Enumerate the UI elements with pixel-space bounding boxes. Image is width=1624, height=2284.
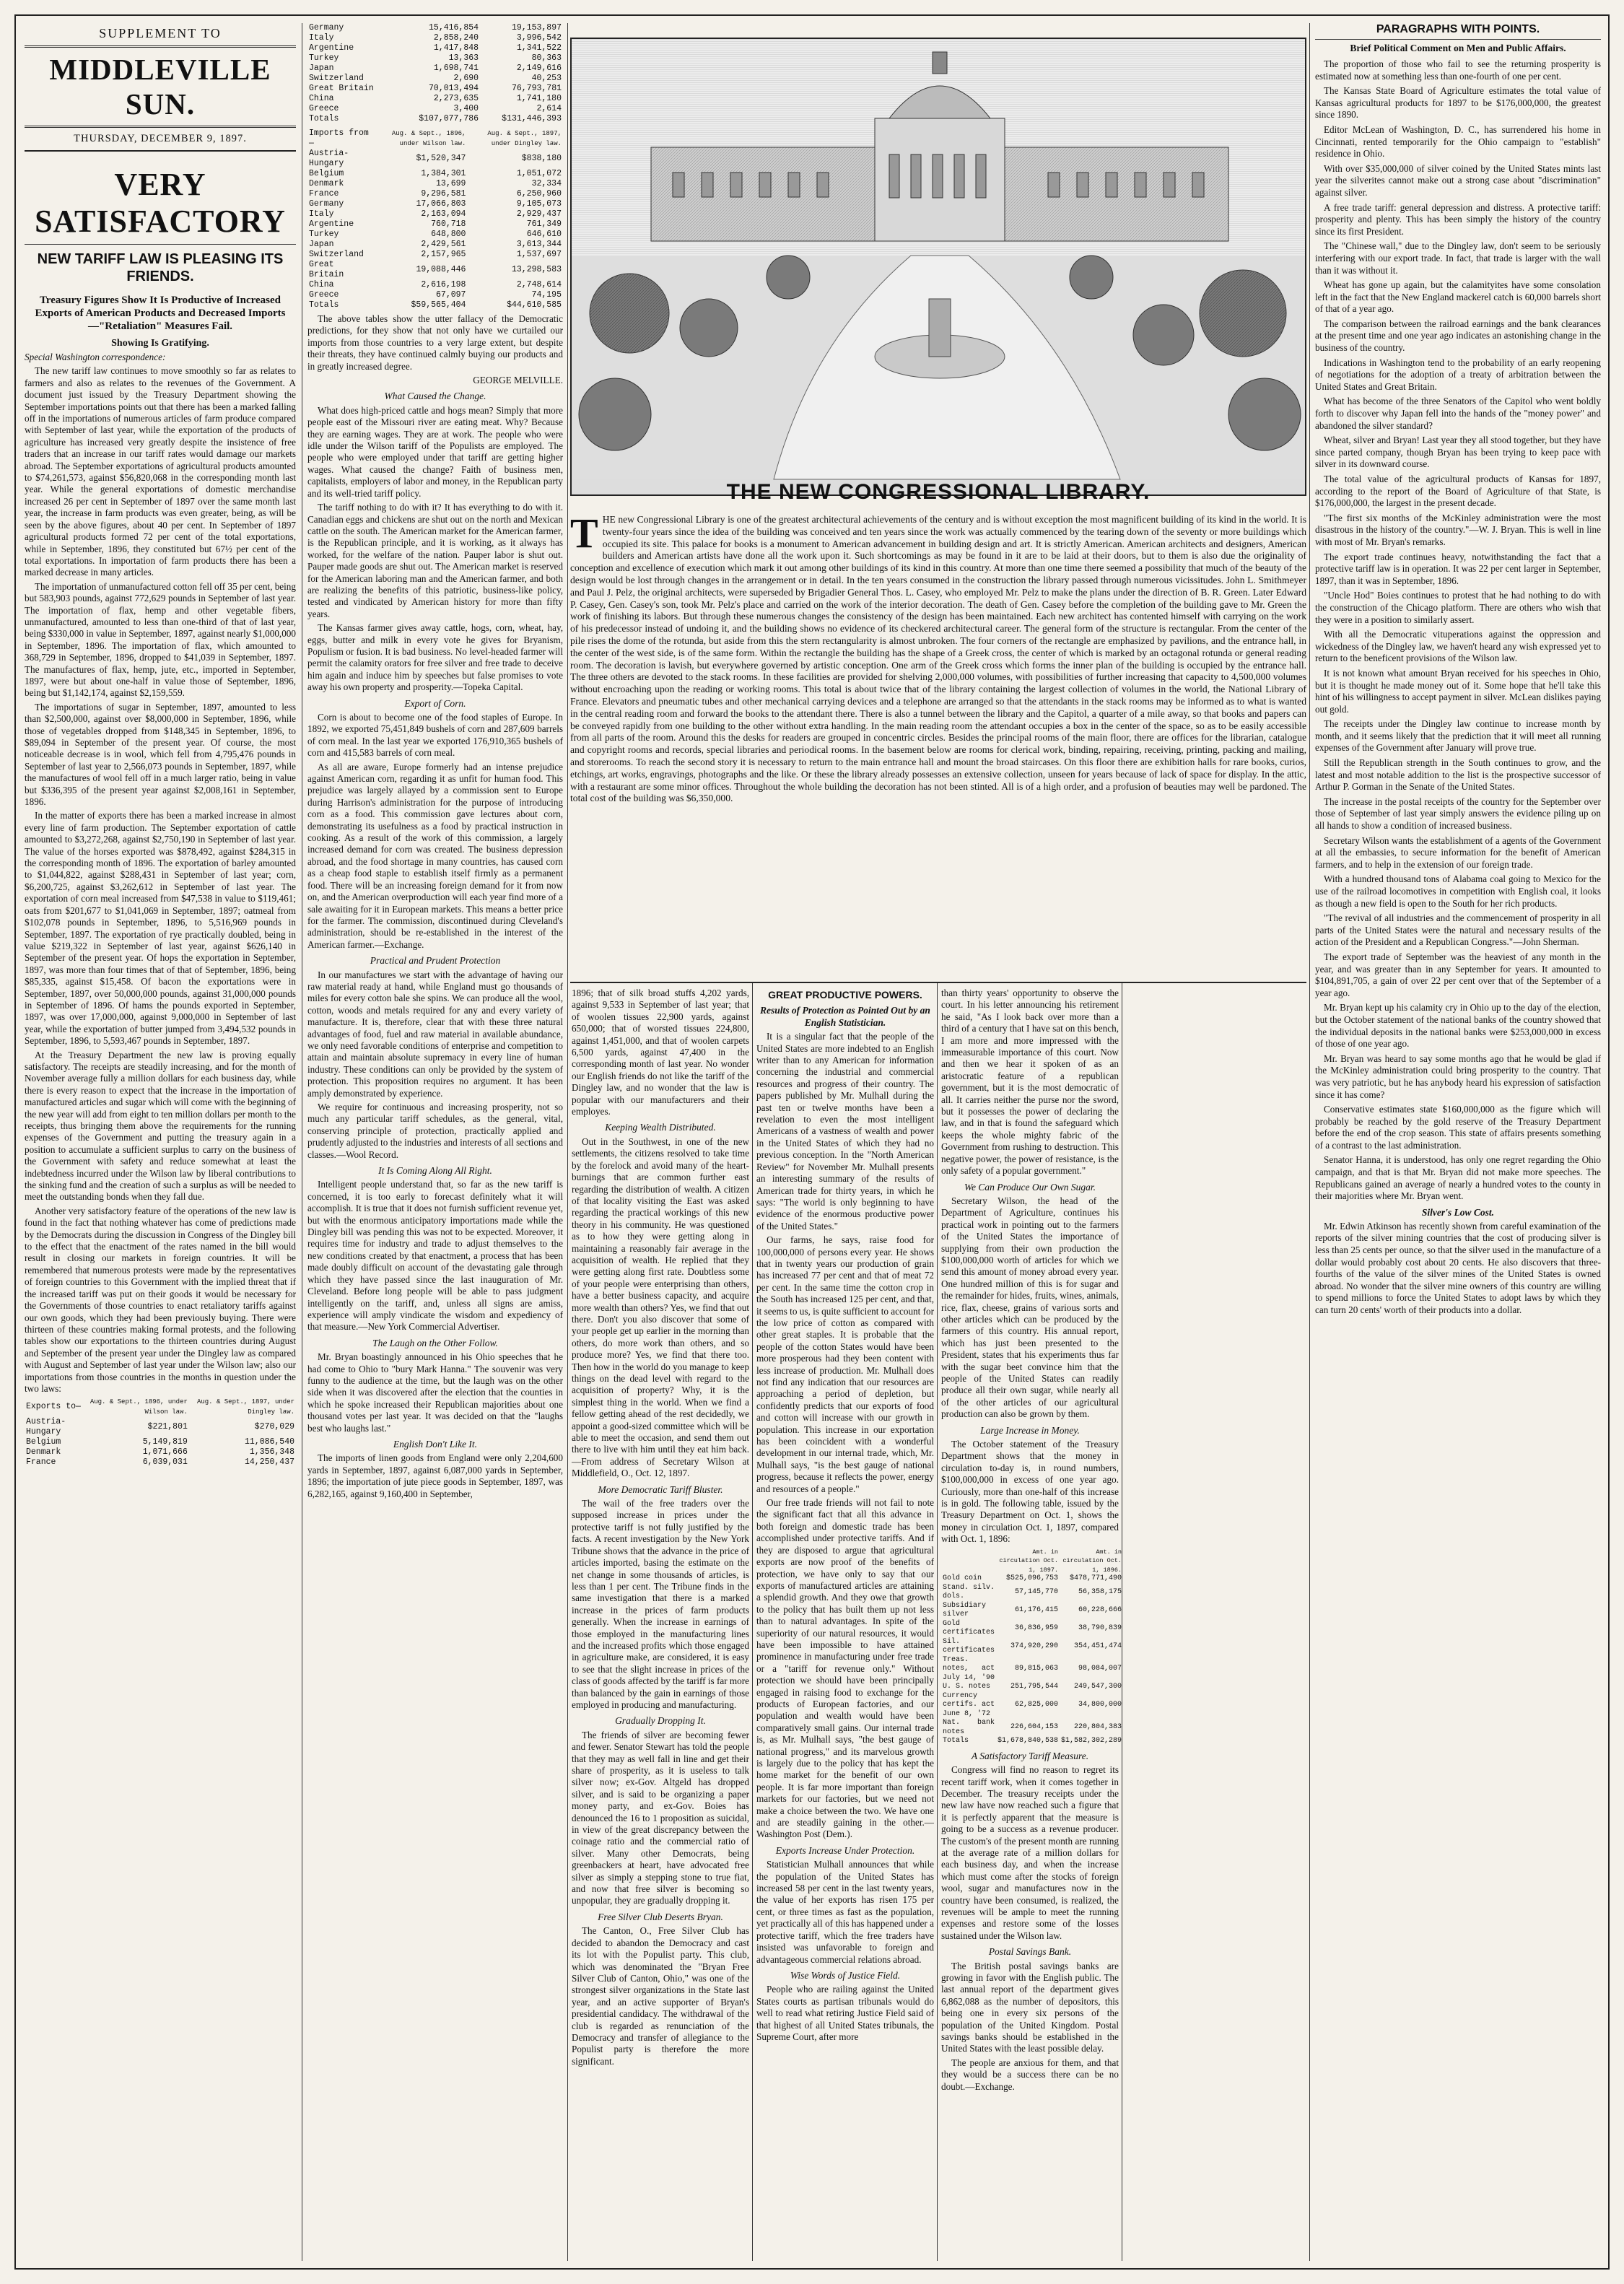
- section-heading: Exports Increase Under Protection.: [775, 1844, 915, 1856]
- table-cell: 2,273,635: [433, 94, 479, 103]
- table-cell: France: [26, 1457, 56, 1468]
- table-header: Aug. & Sept., 1896, under Wilson law.: [90, 1398, 188, 1416]
- section-heading: We Can Produce Our Own Sugar.: [964, 1181, 1096, 1193]
- table-cell: 11,086,540: [244, 1437, 294, 1447]
- table-cell: 13,363: [448, 53, 479, 63]
- table-cell: 354,451,474: [1074, 1642, 1122, 1650]
- table-cell: 2,614: [536, 104, 562, 113]
- table-row: [941, 1602, 1123, 1620]
- table-row: [307, 104, 563, 114]
- paragraph: The importations of sugar in September, 1897, amounted to less than $2,500,000, against over $8,000,000 in September, 1896, while those of vegetables dropped from $148,345 in September, 1896, to $89,094 in September of the present year. Of course, the most noticeable decrease is in wool, which fell from 4,795,476 pounds in September of last year to 2,566,073 pounds in September, 1897, while the manufactures of wool fell off in a much larger ratio, being in value but $336,395 of the present year against $2,008,161 in September, 1896.: [25, 701, 296, 808]
- table-cell: Sil. certificates: [943, 1637, 995, 1655]
- lead-subdeck: Treasury Figures Show It Is Productive of Increased Exports of American Products and Decreased Imports —"Retaliation" Measures Fail.: [35, 295, 286, 332]
- points-list: [1315, 58, 1601, 1203]
- point-item: Mr. Bryan kept up his calamity cry in Ohio up to the day of the election, but the October statement of the national banks of the country showed that the individual deposits in the national banks were $253,000,000 in excess of those of one year ago.: [1315, 1002, 1601, 1050]
- table-cell: $1,678,840,538: [997, 1737, 1059, 1745]
- table-cell: 6,250,960: [516, 189, 562, 199]
- table-cell: 80,363: [531, 53, 562, 63]
- point-item: The export trade continues heavy, notwithstanding the fact that a protective tariff law is in operation. It was 22 per cent larger in September, 1897, than it was in September, 1896.: [1315, 551, 1601, 586]
- table-cell: $525,096,753: [1006, 1574, 1059, 1583]
- table-cell: 9,105,073: [516, 199, 562, 209]
- point-item: The Kansas State Board of Agriculture estimates the total value of Kansas agricultural products for 1897 to be $176,000,000, the greatest since 1890.: [1315, 85, 1601, 121]
- library-text: HE new Congressional Library is one of the greatest architectural achievements of the century and is without exception the most magnificent building of its kind in the world. It is twenty-four years since the idea of the building was conceived and ten years since the work was actually commenced by the tearing down of the seventy or more buildings which occupied its site. This palace for books is a monument to American advancement in building design and art. It is strictly American. American architects and designers, American builders and American artists have done all the work upon it. Such shortcomings as may be found in it are to be laid at their doors, but to them is also due the originality of conception and excellence of execution which mark it out among other buildings of its kind in this country. At more than one time there seemed a possibility that much of the beauty of the design would be lost through changes in the arrangement or in detail. In the ten years consumed in the construction the library passed through numerous vicissitudes. John L. Smithmeyer and Paul J. Pelz, the original architects, were superseded by Brigadier General Thos. L. Casey, who employed Mr. Pelz to make the plans under the direction of B. R. Green. Later Edward P. Casey, Gen. Casey's son, took Mr. Pelz's place and carried on the work of the interior decoration. The death of Gen. Casey before the completion of the building gave to Mr. Green the work of finishing its labors. But through these numerous changes the consistency of the design has been maintained. Each new architect has contented himself with carrying on the work of his predecessor instead of undoing it, and the building shows no evidence of its checkered architectural career. The general form of the structure is rectangular. From the center of the pile rises the dome of the rotunda, but aside from this the stern rectangularity is almost unbroken. The four corners of the rectangle are emphasized by pavilions, and the entrance hall, in the center of the west side, is of the same form. Within the rectangle the building has the shape of a Greek cross, the center of which is marked by an octagonal rotunda or general reading room. The decoration is lavish, but everywhere governed by artistic conception. One arm of the Greek cross which forms the inner plan of the building is occupied by the entrance hall. The three others are devoted to the stack rooms. In these facilities are provided for shelving 2,000,000 volumes, with possibilities of further increasing that capacity to 4,500,000 volumes without encroaching upon the reading or working rooms. This total is about twice that of the library containing the largest collection of volumes in the world, the National Library of France. Elevators and pneumatic tubes and other mechanical carrying devices and a telephone are arranged so that the attendants in the stack rooms may be informed as to what is wanted in the central reading room and forward the books to the attendant there. There is also a tunnel between the library and the Capitol, a quarter of a mile away, so that books and papers can be conveyed rapidly from one building to the other without extra handling. In the main reading room the attendant occupies a box in the center of the space, so as to be easily accessible from all parts of the room. Around this the desks for readers are grouped in concentric circles. Besides the principal rooms of the main floor, there are offices for the librarian, catalogue and copyright rooms and records, special libraries and periodical rooms. In the basement below are rooms for clerical work, binding, repairing, receiving, printing, packing and mailing, and storerooms. To reach the second story it is necessary to return to the main entrance hall and mount the broad staircases. On this floor there are exhibition halls for rare books, curios, etchings, art works, engravings, photographs and the like. Or these the library already possesses an extensive collection, unseen for years because of lack of space for display. In the attic, with a restaurant are some minor offices. Throughout the whole building the decoration has not been stinted. All is of a high order, and a profusion of beauties may well be pardoned. The total cost of the building was $6,350,000.: [570, 514, 1306, 804]
- table-cell: 226,604,153: [1010, 1723, 1059, 1732]
- table-cell: $838,180: [521, 154, 562, 163]
- section-heading: What Caused the Change.: [384, 391, 486, 402]
- section-heading: Export of Corn.: [404, 697, 466, 709]
- point-item: Still the Republican strength in the South continues to grow, and the latest and most notable addition to the list is the prospective successor of Arthur P. Gorman in the Senate of the United States.: [1315, 757, 1601, 793]
- table-cell: 646,610: [526, 230, 562, 239]
- point-item: The "Chinese wall," due to the Dingley law, don't seem to be seriously interfering with our export trade. In fact, that trade is larger with the wall than it was without it.: [1315, 240, 1601, 276]
- table-cell: 3,996,542: [516, 33, 562, 43]
- column-rule: [567, 23, 568, 2261]
- table-cell: Denmark: [309, 179, 344, 188]
- column-rule: [752, 983, 753, 2261]
- point-item: "The revival of all industries and the commencement of prosperity in all parts of the United States were the natural and necessary results of the action of the President and a Republican Congress."—John Sherman.: [1315, 912, 1601, 948]
- table-header: Aug. & Sept., 1896, under Wilson law.: [391, 130, 466, 147]
- lead-headline: VERY SATISFACTORY: [25, 166, 296, 245]
- table-cell: 2,690: [453, 74, 479, 83]
- paragraph: The Canton, O., Free Silver Club has decided to abandon the Democracy and cast its lot with the Populist party. This club, which was denominated the "Bryan Free Silver Club of Canton, Ohio," was one of the strongest silver organizations in the State last year, and an active supporter of Bryan's presidential candidacy. The withdrawal of the club is regarded as renunciation of the Democracy and transfer of allegiance to the Populist party is therefore the more significant.: [572, 1925, 749, 2067]
- library-engraving: [570, 38, 1306, 496]
- table-cell: $131,446,393: [502, 114, 562, 123]
- masthead-title: MIDDLEVILLE SUN.: [25, 45, 296, 128]
- table-row: [307, 53, 563, 64]
- table-cell: Germany: [309, 23, 344, 32]
- table-row: [941, 1719, 1123, 1737]
- table-cell: Turkey: [309, 230, 339, 239]
- paragraph: Our free trade friends will not fail to note the significant fact that all this advance in both foreign and domestic trade has been accomplished under protective tariffs. And if they are disposed to argue that agricultural exports are now proof of the benefits of protection, we have only to say that our exports of manufactured articles are attaining a splendid growth. And they owe that growth to the policy that has built them up not less than to natural advantages. In spite of the superiority of our natural resources, it would have been impossible to have attained prominence in manufacturing under free trade or a "tariff for revenue only." Without protection we should have been principally engaged in raising food to exchange for the products of European factories, and our population and wealth would have been comparatively small gains. Our internal trade is, as Mr. Mulhall says, "the best gauge of national progress," and its marvelous growth is largely due to the policy that has kept the home market for the benefit of our own people. It is far more important than foreign markets for our factories, but we need not make a choice between the two. We have one and are steadily gaining in the other.—Washington Post (Dem.).: [756, 1497, 934, 1840]
- table-row: [941, 1638, 1123, 1656]
- table-cell: Belgium: [26, 1437, 61, 1447]
- table-cell: 76,793,781: [511, 84, 562, 93]
- point-item: Secretary Wilson wants the establishment of a agents of the Government at all the embassies, to secure information for the benefit of American farmers, and to help in the extension of our foreign trade.: [1315, 834, 1601, 870]
- table-cell: 67,097: [436, 290, 466, 300]
- table-header: Amt. in circulation Oct. 1, 1896.: [1062, 1548, 1122, 1574]
- table-cell: France: [309, 189, 339, 199]
- table-cell: 57,145,770: [1015, 1587, 1059, 1596]
- table-cell: 13,298,583: [511, 265, 562, 274]
- paragraph: The British postal savings banks are growing in favor with the English public. The last annual report of the department gives 6,862,088 as the number of depositors, this being one in every six persons of the population of the United Kingdom. Postal savings banks should be established in the United States with the least possible delay.: [941, 1960, 1119, 2054]
- masthead-date: THURSDAY, DECEMBER 9, 1897.: [25, 131, 296, 152]
- table-cell: 13,699: [436, 179, 466, 188]
- paragraph: The Kansas farmer gives away cattle, hogs, corn, wheat, hay, eggs, butter and milk in every vote he gives for Bryanism, Populism or fusion. It is bad business. No level-headed farmer will permit the calamity orators for free silver and free trade to deceive him again and induce him by speeches but false promises to vote away his own property and prosperity.—Topeka Capital.: [307, 622, 563, 693]
- point-item: "Uncle Hod" Boies continues to protest that he had nothing to do with the construction of the Chicago platform. There are others who wish that they were in a position to similarly assert.: [1315, 590, 1601, 625]
- table-cell: 648,800: [431, 230, 466, 239]
- table-cell: 38,790,839: [1078, 1623, 1122, 1632]
- table-header: Aug. & Sept., 1897, under Dingley law.: [487, 130, 562, 147]
- table-cell: Japan: [309, 240, 334, 249]
- dateline: Special Washington correspondence:: [25, 352, 166, 362]
- paragraph: Corn is about to become one of the food staples of Europe. In 1892, we exported 75,451,849 bushels of corn and 287,609 barrels of corn meal. In the last year we exported 176,910,365 bushels of corn and 415,583 barrels of corn meal.: [307, 712, 563, 759]
- money-table: [941, 1548, 1123, 1746]
- table-cell: 5,149,819: [142, 1437, 188, 1447]
- table-cell: 1,341,522: [516, 43, 562, 53]
- table-cell: 74,195: [531, 290, 562, 300]
- table-row: [25, 1417, 296, 1437]
- table-cell: 36,836,959: [1015, 1623, 1059, 1632]
- point-item: The total value of the agricultural products of Kansas for 1897, according to the report of the Board of Agriculture of that State, is $176,000,000, the largest in the present decade.: [1315, 474, 1601, 509]
- table-cell: 2,748,614: [516, 280, 562, 289]
- table-cell: Austria-Hungary: [26, 1417, 66, 1437]
- table-row: [307, 23, 563, 33]
- lead-deck: NEW TARIFF LAW IS PLEASING ITS FRIENDS.: [37, 251, 284, 284]
- paragraph: 1896; that of silk broad stuffs 4,202 yards, against 9,533 in September of last year; that of woolen tissues 22,900 yards, against 650,000; that of worsted tissues 224,800, against 1,451,000, and that of woolen carpets 6,500 yards, against 47,400 in the corresponding month of last year. No wonder our English friends do not like the tariff of the Dingley law, and no wonder that the law is popular with our manufacturers and their employes.: [572, 988, 749, 1117]
- point-item: The receipts under the Dingley law continue to increase month by month, and it seems likely that the prediction that it will meet all running expenses of the Government after January will prove true.: [1315, 718, 1601, 754]
- paragraph: than thirty years' opportunity to observe the court. In his letter announcing his retirement he said, "As I look back over more than a third of a century that I have sat on this bench, I am more and more impressed with the immeasurable importance of this court. Now and then we hear it spoken of as an aristocratic feature of a republican government, but it is the most democratic of all. It carries neither the purse nor the sword, but it possesses the power of declaring the law, and in that is found the safeguard which keeps the whole mighty fabric of the Government from rushing to destruction. This negative power, the power of resistance, is the only safety of a popular government.": [941, 988, 1119, 1177]
- table-cell: 374,920,290: [1010, 1642, 1059, 1650]
- table-cell: Italy: [309, 33, 334, 43]
- table-row: [307, 94, 563, 104]
- paragraph: The wail of the free traders over the supposed increase in prices under the protective tariff is not fully justified by the facts. A recent investigation by the New York Tribune shows that the advance in the price of articles imported, basing the estimate on the net change in some thousands of articles, is less than 1 per cent. The Tribune finds in the same investigation that there is a marked increase in the prices of farm products generally. When the increase in earnings of those employed in the manufacturing lines and the increased profits which those engaged in agriculture make, are considered, it is easy to see that the slight increase in prices of the class of goods affected by the tariff is far more than balanced by the gain in earnings of those employed in producing and manufacturing.: [572, 1498, 749, 1710]
- section-heading: More Democratic Tariff Bluster.: [598, 1483, 723, 1495]
- table-row: [307, 43, 563, 53]
- paragraph: The October statement of the Treasury Department shows that the money in circulation to-day is, in round numbers, $100,000,000 in excess of one year ago. Curiously, more than one-half of this increase is in gold. The following table, issued by the Treasury Department on Oct. 1, shows the money in circulation Oct. 1, 1897, compared with Oct. 1, 1896:: [941, 1439, 1119, 1545]
- table-row: [307, 240, 563, 250]
- table-cell: 1,356,348: [249, 1447, 294, 1457]
- table-cell: Turkey: [309, 53, 339, 63]
- table-cell: Belgium: [309, 169, 344, 178]
- point-item: With all the Democratic vituperations against the oppression and wickedness of the Dingley law, we haven't heard any wish expressed yet to return to the beneficent provisions of the Wilson law.: [1315, 629, 1601, 664]
- table-cell: 19,153,897: [511, 23, 562, 32]
- table-row: [941, 1737, 1123, 1746]
- table-cell: Austria-Hungary: [309, 149, 349, 168]
- table-cell: 17,066,803: [416, 199, 466, 209]
- point-item: Wheat has gone up again, but the calamityites have some consolation left in the fact that the New England mackerel catch is 60,000 barrels short of that of a year ago.: [1315, 279, 1601, 315]
- table-cell: 9,296,581: [421, 189, 466, 199]
- table-row: [307, 280, 563, 290]
- points-heading: PARAGRAPHS WITH POINTS.: [1315, 23, 1601, 40]
- table-cell: 2,429,561: [421, 240, 466, 249]
- paragraph: What does high-priced cattle and hogs mean? Simply that more people east of the Missouri river are eating meat. Why? Because they are earning wages. They are at work. The people who were idle under the Wilson tariff of the Populists are employed. The people who were employed under that tariff are getting higher wages. What caused the change? Faith of business men, capitalists, employers of labor and money, in the Republican party and its well-tried tariff policy.: [307, 404, 563, 499]
- point-item: "The first six months of the McKinley administration were the most disastrous in the history of the country."—W. J. Bryan. This is well in line with most of Mr. Bryan's remarks.: [1315, 512, 1601, 547]
- table-header: [941, 1548, 996, 1575]
- table-cell: Totals: [943, 1737, 969, 1745]
- table-row: [941, 1584, 1123, 1602]
- column-rule: [937, 983, 938, 2261]
- section-heading: Free Silver Club Deserts Bryan.: [598, 1911, 723, 1922]
- table-cell: 1,384,301: [421, 169, 466, 178]
- column-1: [25, 23, 296, 2261]
- library-building-illustration: [572, 39, 1305, 479]
- lead-subhead: Showing Is Gratifying.: [111, 338, 209, 349]
- point-item: With over $35,000,000 of silver coined by the United States mints last year the silverites cannot make out a strong case about "discrimination" against silver.: [1315, 162, 1601, 198]
- table-cell: Greece: [309, 104, 339, 113]
- paragraph: The importation of unmanufactured cotton fell off 35 per cent, being but 583,903 pounds, against 772,629 pounds in September of last year. The importation of flax, hemp and other vegetable fibers, unmanufactured, amounted to less than one-third of that of last year, being $330,000 in value in September, 1897, against nearly $1,000,000 in September, 1896. The importation of flax, which amounted to 368,729 in September, 1896, dropped to $41,039 in September, 1897. The manufactures of flax, hemp, jute, etc., imported in September, 1897, were but about one-half in value those of September, 1896, being but $1,142,174, against $2,159,559.: [25, 580, 296, 699]
- paragraph: Our farms, he says, raise food for 100,000,000 of persons every year. He shows that in twenty years our production of grain has increased 77 per cent and that of meat 72 per cent. In the same time the cotton crop in the South has increased 125 per cent, and that, it seems to us, is quite sufficient to account for the low price of cotton as compared with other great staples. It is probable that the people of the cotton States would have been more prosperous had they been content with less increase of production. Mr. Mulhall does not find any indication that our resources are approaching a period of depletion, but confidently predicts that our exports of food and cotton will increase with our growth in population. This increase in our exportation has been coincident with a wonderful development in our internal trade, which, Mr. Mulhall says, "is the best gauge of national progress, because it reflects the power, energy and resources of a people.": [756, 1234, 934, 1494]
- table-cell: Totals: [309, 300, 339, 310]
- table-cell: Treas. notes, act July 14, '90: [943, 1655, 995, 1682]
- table-cell: 2,929,437: [516, 209, 562, 219]
- table-row: [307, 300, 563, 310]
- table-row: [941, 1656, 1123, 1683]
- table-row: [307, 33, 563, 43]
- table-cell: 1,051,072: [516, 169, 562, 178]
- exports-table: [25, 1397, 296, 1468]
- point-item: With a hundred thousand tons of Alabama coal going to Mexico for the use of the railroad locomotives in competition with English coal, it looks as though a new field is open to the South for her rich products.: [1315, 873, 1601, 909]
- table-header: Imports from—: [309, 128, 369, 148]
- table-cell: 761,349: [526, 219, 562, 229]
- point-item: What has become of the three Senators of the Capitol who went boldly forth to discover why Japan fell into the hands of the "money power" and abandoned the silver standard?: [1315, 396, 1601, 431]
- table-cell: 1,417,848: [433, 43, 479, 53]
- section-heading: Silver's Low Cost.: [1421, 1206, 1495, 1218]
- paragraph: Another very satisfactory feature of the operations of the new law is found in the fact that nothing whatever has come of predictions made by the Democrats during the discussion in Congress of the Dingley bill to the effect that the enactment of the rates named in the bill would result in closing our markets in foreign countries. It will be remembered that numerous protests were made by the representatives of foreign countries to this Government with the implied threat that if the increased tariff was put on their goods it would be necessary for the Governments of those countries to enact retaliatory tariffs against our own goods, which they had been previously buying. There were thirteen of these countries making formal protests, and the following tables show our exportations to the thirteen countries during August and September of the present year under the Dingley law as compared with August and September of last year under the Wilson law; also our importations from those countries in the months in question under the two laws:: [25, 1205, 296, 1394]
- table-row: [307, 260, 563, 280]
- section-subheading: Results of Protection as Pointed Out by an English Statistician.: [760, 1005, 930, 1028]
- table-row: [25, 1457, 296, 1468]
- point-item: The proportion of those who fail to see the returning prosperity is estimated now at something less than one-fourth of one per cent.: [1315, 58, 1601, 82]
- paragraph: As all are aware, Europe formerly had an intense prejudice against American corn, regarding it as unfit for human food. This prejudice was largely allayed by a commission sent to Europe during Harrison's administration for the purpose of introducing corn as a food. This commission gave lectures about corn, demonstrating its usefulness as a food by practical instruction in cooking. As a result of the work of this commission, a largely increased demand for corn was created. The business depression abroad, and the food shortage in many countries, has caused corn as a cheap food staple to establish itself firmly as a permanent food. There will be an increasing foreign demand for it from now on, and the American overproduction will each year find more of a sale awaiting for it in European markets. This means a better price for the farmer. The commission, discontinued during Cleveland's administration, should be re-established in the interest of the American farmer.—Exchange.: [307, 761, 563, 950]
- table-cell: $59,565,404: [411, 300, 466, 310]
- table-row: [25, 1437, 296, 1447]
- table-cell: 2,858,240: [433, 33, 479, 43]
- paragraph: The friends of silver are becoming fewer and fewer. Senator Stewart has told the people that they may as well fall in line and get their share of prosperity, as it is useless to talk silver now; ex-Gov. Altgeld has dropped silver, and is said to be organizing a paper money party, and ex-Gov. Boies has denounced the 16 to 1 proposition as suicidal, in view of the great discrepancy between the coinage ratio and the commercial ratio of silver. Many other Democrats, being greenbackers at heart, have advocated free silver as simply a stepping stone to true fiat, and now that free silver is becoming so unpopular, they are gradually dropping it.: [572, 1729, 749, 1906]
- table-cell: Gold coin: [943, 1574, 982, 1583]
- table-cell: Great Britain: [309, 84, 374, 93]
- table-cell: Nat. bank notes: [943, 1719, 995, 1736]
- point-item: Senator Hanna, it is understood, has only one regret regarding the Ohio campaign, and that is that Mr. Bryan did not make more speeches. The Republicans gained an average of nearly a hundred votes to the county in their majorities where Mr. Bryan went.: [1315, 1154, 1601, 1202]
- table-cell: 61,176,415: [1015, 1605, 1059, 1614]
- table-cell: $44,610,585: [507, 300, 562, 310]
- table-header: Aug. & Sept., 1897, under Dingley law.: [196, 1398, 294, 1416]
- paragraph: Out in the Southwest, in one of the new settlements, the citizens resolved to take time by the forelock and avoid many of the heart-burnings that are common further east regarding the distribution of wealth. A citizen of that locality visiting the East was asked regarding the practical workings of this new theory in his community. He was questioned as to how they were getting along in maintaining a reasonably fair average in the acquisition of wealth. He replied that they were getting along first rate. Doubtless some of your people were enterprising than others, have a better business capacity, and acquire more wealth than others? Yes, we find that out there. Don't you also discover that some of your people get up earlier in the morning than others, do more work than others, and so produce more? Yes, we find that there too. Then how in the world do you manage to keep things on the dead level with regard to the acquisition of property? Why, it is the simplest thing in the world. When we find a fellow getting ahead of the rest decidedly, we appoint a good-sized committee which will be able to meet the occasion, and send them out there to live with him until they eat him back.—From address of Secretary Wilson at Middlefield, O., Oct. 12, 1897.: [572, 1136, 749, 1479]
- table-row: [307, 179, 563, 189]
- table-row: [307, 219, 563, 230]
- table-cell: Germany: [309, 199, 344, 209]
- column-7: [1315, 23, 1601, 2261]
- table-cell: 2,163,094: [421, 209, 466, 219]
- table-cell: Argentine: [309, 219, 354, 229]
- column-rule: [1309, 23, 1310, 2261]
- column-4: [572, 988, 749, 2265]
- table-cell: 89,815,063: [1015, 1665, 1059, 1673]
- point-item: Editor McLean of Washington, D. C., has surrendered his home in Cincinnati, rented temporarily for the Ohio campaign to "establish" residence in Ohio.: [1315, 123, 1601, 160]
- section-heading: A Satisfactory Tariff Measure.: [971, 1750, 1089, 1761]
- point-item: Conservative estimates state $160,000,000 as the figure which will probably be reached by the gold reserve of the Treasury Department before the end of the crop season. This state of affairs presents something of a contrast to the last administration.: [1315, 1104, 1601, 1151]
- section-heading: The Laugh on the Other Follow.: [372, 1337, 498, 1348]
- table-cell: 1,071,666: [142, 1447, 188, 1457]
- paragraph: In the matter of exports there has been a marked increase in almost every line of farm production. The September exportation of cattle amounted to $3,272,268, against $2,750,190 in September of last year. The value of the horses exported was $878,492, against $284,315 in the corresponding month of 1896. The exportation of barley amounted to $1,044,822, against $288,431 in September of last year; corn, $6,200,725, against $3,262,612 in September of last year. The exportation of corn meal increased from $47,538 in value to $119,461; oats from $201,677 to $1,041,069 in September, 1897; oatmeal from $102,078 pounds in September, 1896, to 5,516,969 pounds in September, 1897. The exportation of rye practically doubled, being in value $219,322 in September of last year, against $626,140 in September of the present year. Of hops the exportation in September, 1897, was more than four times that of that of September, 1896, being $85,335, against $15,458. Of bacon the exportations were in September, 1897, over 50,000,000 pounds, against 31,000,000 pounds in September of 1896. Of hams the pounds exported in September, 1897, was over 17,000,000, against 9,000,000 in September of last year, while the exportation of butter jumped from 3,494,532 pounds in September, 1896, to 5,593,467 pounds in September, 1897.: [25, 810, 296, 1047]
- paragraph: The imports of linen goods from England were only 2,204,600 yards in September, 1897, against 6,087,000 yards in September, 1896; the importation of jute piece goods in September, 1897, was 6,282,165, against 9,160,400 in September,: [307, 1452, 563, 1499]
- table-cell: 1,698,741: [433, 64, 479, 73]
- table-cell: 40,253: [531, 74, 562, 83]
- paragraph: The people are anxious for them, and that they would be a success there can be no doubt.—Exchange.: [941, 2057, 1119, 2092]
- table-header: Exports to—: [26, 1402, 81, 1412]
- table-row: [941, 1692, 1123, 1719]
- table-row: [307, 64, 563, 74]
- paragraph: Congress will find no reason to regret its recent tariff work, when it comes together in December. The treasury receipts under the new law have now reached such a figure that it is perfectly apparent that the measure is going to be a success as a revenue producer. The custom's of the present month are running at the average rate of a million dollars for each business day, and when the increase which must come after the stocks of foreign wool, sugar and manufactures now in the country have been consumed, is realized, the revenues will be ample to meet the running expenses and restore some of the losses sustained under the Wilson law.: [941, 1764, 1119, 1941]
- drop-cap: T: [570, 510, 598, 557]
- point-item: The export trade of September was the heaviest of any month in the year, and was greater than in any September for years. It amounted to $104,891,705, a gain of over 22 per cent over that of the September of a year ago.: [1315, 951, 1601, 998]
- table-header: Amt. in circulation Oct. 1, 1897.: [999, 1548, 1059, 1574]
- table-cell: China: [309, 280, 334, 289]
- table-cell: 34,800,000: [1078, 1701, 1122, 1709]
- table-cell: 1,537,697: [516, 250, 562, 259]
- column-2: [307, 23, 563, 2261]
- paragraph: We require for continuous and increasing prosperity, not so much any particular tariff schedules, as the general, vital, conserving principle of protection, practically applied and prudently adjusted to the industries and interests of all sections and classes.—Wool Record.: [307, 1102, 563, 1160]
- table-cell: Switzerland: [309, 250, 364, 259]
- section-heading: Wise Words of Justice Field.: [790, 1969, 901, 1981]
- table-cell: 3,400: [453, 104, 479, 113]
- table-row: [307, 250, 563, 260]
- table-cell: Italy: [309, 209, 334, 219]
- table-row: [307, 149, 563, 169]
- paragraph: At the Treasury Department the new law is proving equally satisfactory. The receipts are steadily increasing, and for the month of November average fully a million dollars for each business day, while there is every reason to expect that the increase in the importation of manufactured articles and sugar which will come with the beginning of the new year will add from eight to ten million dollars per month to the receipts, thus bringing them above the requirements for the running expenses of the Government and putting the treasury again in a position to accumulate a sufficient surplus to carry on the business of the Government with safety and reduce somewhat at least the indebtedness incurred under the Wilson law by liberal contributions to the sinking fund and the creation of such a surplus as will be needed to meet the outstanding bonds when they fall due.: [25, 1049, 296, 1203]
- table-cell: Argentine: [309, 43, 354, 53]
- table-cell: 760,718: [431, 219, 466, 229]
- table-row: [307, 74, 563, 84]
- paragraph: The tariff nothing to do with it? It has everything to do with it. Canadian eggs and chickens are shut out on the north and Mexican cattle on the south. The American market for the American farmer, is the Republican principle, and it is working, as it always has worked, for the welfare of the nation. Pauper labor is shut out. Pauper made goods are shut out. The American market is reserved for the American laboring man and the American farmer, and both are realizing the benefits of this patriotic, business-like policy, tested and vindicated by American history for more than fifty years.: [307, 502, 563, 619]
- paragraph: In our manufactures we start with the advantage of having our raw material ready at hand, while England must go thousands of miles for every cotton bale she spins. We can produce all the wool, cotton, woods and metals required for any and every variety of manufacture. It is, therefore, clear that with these three natural advantages of food, fuel and raw material in available abundance, we only need favorable conditions of enterprise and competition to attain and maintain absolute supremacy in every line of human industry. These conditions can only be provided by the system of protection. This proposition requires no argument. It has been amply demonstrated by experience.: [307, 969, 563, 1099]
- point-item: The comparison between the railroad earnings and the bank clearances at the present time and one year ago indicates an astonishing change in the business of the country.: [1315, 318, 1601, 354]
- table-row: [307, 199, 563, 209]
- table-cell: U. S. notes: [943, 1683, 991, 1691]
- supplement-label: SUPPLEMENT TO: [99, 26, 222, 40]
- table-cell: $221,801: [147, 1422, 188, 1432]
- section-heading: Practical and Prudent Protection: [370, 955, 501, 967]
- point-item: Mr. Bryan was heard to say some months ago that he would be glad if the McKinley administration could bring prosperity to the country. That was very patriotic, but he has anybody heard his expression of satisfaction since it has come?: [1315, 1052, 1601, 1100]
- table-row: [941, 1574, 1123, 1584]
- table-cell: $1,582,302,289: [1061, 1737, 1122, 1745]
- paragraph: Mr. Bryan boastingly announced in his Ohio speeches that he had come to Ohio to "bury Mark Hanna." The souvenir was very funny to the audience at the time, but the laugh was on the other side when it was discovered after the election that the counties in which he spoke increased their Republican majorities about one thousand votes per last year. It was decided on that the "laughs best who laughs last.": [307, 1351, 563, 1434]
- point-item: It is not known what amount Bryan received for his speeches in Ohio, but it is thought he made money out of it. Some hope that he'll take this hint of his willingness to accept payment in silver. McLean dislikes paying out gold.: [1315, 667, 1601, 715]
- table-cell: 220,804,383: [1074, 1723, 1122, 1732]
- table-row: [307, 189, 563, 199]
- table-cell: 70,013,494: [429, 84, 479, 93]
- table-cell: Subsidiary silver: [943, 1601, 987, 1619]
- table-cell: $270,029: [254, 1422, 294, 1432]
- points-subheading: Brief Political Comment on Men and Public Affairs.: [1350, 43, 1566, 53]
- paragraph: The new tariff law continues to move smoothly so far as relates to farmers and also as relates to the revenues of the Government. A document just issued by the Treasury Department showing the September importations points out that there has been a marked falling off in the importations of numerous articles of farm produce compared with September of last year, while the exportation of the products of agriculture has increased very greatly despite the insistence of free traders that an increase in our tariff rates would damage our markets abroad. The September exportations of agricultural products amounted to $74,261,573, against $56,820,068 in the corresponding month last year. While the general exportations of domestic merchandise increased 26 per cent in September of 1897 over the same month last year, the increase in farm products was even greater, being, as will be seen by the above figures, about 40 per cent. In September of 1897 agricultural products formed 72 per cent of the total exportations, while in September, 1896, they constituted but 67½ per cent of the total exportations. In importation of farm products there has been a marked decrease in many articles.: [25, 365, 296, 578]
- table-cell: 1,741,180: [516, 94, 562, 103]
- table-row: [307, 209, 563, 219]
- table-row: [307, 84, 563, 94]
- paragraph: Secretary Wilson, the head of the Department of Agriculture, continues his practical work in pointing out to the farmers of the United States the importance of supplying from their own production the $100,000,000 worth of articles for which we send this amount of money abroad every year. One hundred million of this is for sugar and the remainder for hides, fruits, wines, animals, rice, flax, cheese, grains of various sorts and other articles which can be produced by the farmers of this country. His annual report, which has just been presented to the President, states that his experiments thus far with the sugar beet convince him that the people of the United States can readily produce all their own sugar, while nearly all of the other articles of our agricultural production can also be grown by them.: [941, 1195, 1119, 1420]
- table-cell: Gold certificates: [943, 1619, 995, 1637]
- table-cell: $478,771,490: [1070, 1574, 1122, 1583]
- table-row: [307, 230, 563, 240]
- column-5: [756, 988, 934, 2265]
- table-cell: Great Britain: [309, 260, 344, 279]
- table-row: [307, 169, 563, 179]
- imports-table: [307, 128, 563, 310]
- library-story: [570, 510, 1306, 805]
- table-cell: 251,795,544: [1010, 1683, 1059, 1691]
- point-item: The increase in the postal receipts of the country for the September over those of September of last year simply answers the evidence piling up on all hands to show a condition of increased business.: [1315, 796, 1601, 832]
- point-item: A free trade tariff: general depression and distress. A protective tariff: prosperity and plenty. This has been simply the history of the country since its first President.: [1315, 201, 1601, 237]
- paragraph: It is a singular fact that the people of the United States are more indebted to an English writer than to any American for information concerning the industrial and commercial resources and progress of their country. The papers published by Mr. Mulhall during the past ten or twelve months have been a revelation to even the most intelligent Americans of a vastness of wealth and power in the United States of which they had no previous conception. In the "North American Review" for November Mr. Mulhall presents an interesting summary of the results of American trade for thirty years, in which he says: "The world is only beginning to have evidence of the enormous productive power of the United States.": [756, 1031, 934, 1232]
- table-cell: $1,520,347: [416, 154, 466, 163]
- table-cell: 15,416,854: [429, 23, 479, 32]
- section-heading: Keeping Wealth Distributed.: [605, 1122, 716, 1133]
- table-cell: Japan: [309, 64, 334, 73]
- section-heading: It Is Coming Along All Right.: [378, 1165, 492, 1177]
- table-cell: 3,613,344: [516, 240, 562, 249]
- point-item: Wheat, silver and Bryan! Last year they all stood together, but they have since parted company, though Bryan has been trying to keep pace with silver in its downward course.: [1315, 435, 1601, 470]
- table-cell: Stand. silv. dols.: [943, 1583, 995, 1601]
- byline: GEORGE MELVILLE.: [473, 375, 563, 386]
- table-cell: 2,157,965: [421, 250, 466, 259]
- horizontal-rule: [570, 982, 1306, 983]
- paragraph: Mr. Edwin Atkinson has recently shown from careful examination of the reports of the silver mining countries that the cost of producing silver is less than 25 cents per ounce, so that the silver used in the manufacture of a dollar would probably cost about 20 cents. He also discovers that three-fourths of the value of the silver mines of the United States is owned abroad. No wonder that the silver mine owners of this country are willing to spend millions to force the United States to adopt laws by which they can turn 20 cents' worth of their products into a dollar.: [1315, 1220, 1601, 1315]
- table-cell: Denmark: [26, 1447, 61, 1457]
- table-cell: 60,228,666: [1078, 1605, 1122, 1614]
- table-cell: 2,149,616: [516, 64, 562, 73]
- section-heading: GREAT PRODUCTIVE POWERS.: [768, 989, 922, 1001]
- table-cell: 19,088,446: [416, 265, 466, 274]
- table-cell: 14,250,437: [244, 1457, 294, 1468]
- table-row: [307, 290, 563, 300]
- column-2-body: [307, 313, 563, 1500]
- table-cell: 249,547,300: [1074, 1683, 1122, 1691]
- table-cell: 6,039,031: [142, 1457, 188, 1468]
- table-cell: $107,077,786: [419, 114, 479, 123]
- table-cell: 62,825,000: [1015, 1701, 1059, 1709]
- table-cell: 2,616,198: [421, 280, 466, 289]
- column-6: [941, 988, 1122, 2265]
- table-cell: 32,334: [531, 179, 562, 188]
- table-cell: Greece: [309, 290, 339, 300]
- table-row: [307, 114, 563, 124]
- table-cell: Switzerland: [309, 74, 364, 83]
- paragraph: The above tables show the utter fallacy of the Democratic predictions, for they show that not only have we curtailed our imports from those countries to a very large extent, but despite their threats, they have continued calmly buying our products and in greatly increased degree.: [307, 313, 563, 372]
- section-heading: Large Increase in Money.: [980, 1424, 1080, 1436]
- table-row: [941, 1683, 1123, 1692]
- paragraph: Intelligent people understand that, so far as the new tariff is concerned, it is too early to forecast definitely what it will accomplish. It is true that it does not furnish sufficient revenue yet, but with the enormous anticipatory importations made while the Dingley bill was pending this was not to be expected. Moreover, it requires time for industry and trade to adjust themselves to the new conditions created by that enactment, a process that has been made doubly difficult on account of the devastating gale through which they have passed since the last inauguration of Mr. Cleveland. Before long people will be able to pass judgment intelligently on the tariff, and, unless all signs are amiss, experience will amply vindicate the wisdom and expediency of that measure.—New York Commercial Advertiser.: [307, 1179, 563, 1333]
- paragraph: Statistician Mulhall announces that while the population of the United States has increased 58 per cent in the last twenty years, the value of her exports has risen 175 per cent, or three times as fast as the population, yet practically all of this has happened under a protective tariff, which the free traders have insisted was unfavorable to foreign and advantageous commercial relations abroad.: [756, 1859, 934, 1965]
- table-cell: Totals: [309, 114, 339, 123]
- table-row: [25, 1447, 296, 1457]
- lead-body: [25, 352, 296, 1395]
- paragraph: People who are railing against the United States courts as partisan tribunals would do well to read what retiring Justice Field said of that highest of all United States tribunals, the Supreme Court, after more: [756, 1984, 934, 2042]
- exports-table-continued: [307, 23, 563, 124]
- point-item: Indications in Washington tend to the probability of an early reopening of negotiations for the adoption of a treaty of arbitration between the United States and Great Britain.: [1315, 357, 1601, 392]
- table-cell: China: [309, 94, 334, 103]
- table-cell: Currency certifs. act June 8, '72: [943, 1691, 995, 1718]
- section-heading: Gradually Dropping It.: [615, 1715, 706, 1727]
- table-row: [941, 1620, 1123, 1638]
- table-cell: 98,084,007: [1078, 1665, 1122, 1673]
- section-heading: English Don't Like It.: [393, 1438, 478, 1450]
- section-heading: Postal Savings Bank.: [988, 1946, 1072, 1958]
- table-cell: 56,358,175: [1078, 1587, 1122, 1596]
- library-caption: THE NEW CONGRESSIONAL LIBRARY.: [726, 480, 1151, 504]
